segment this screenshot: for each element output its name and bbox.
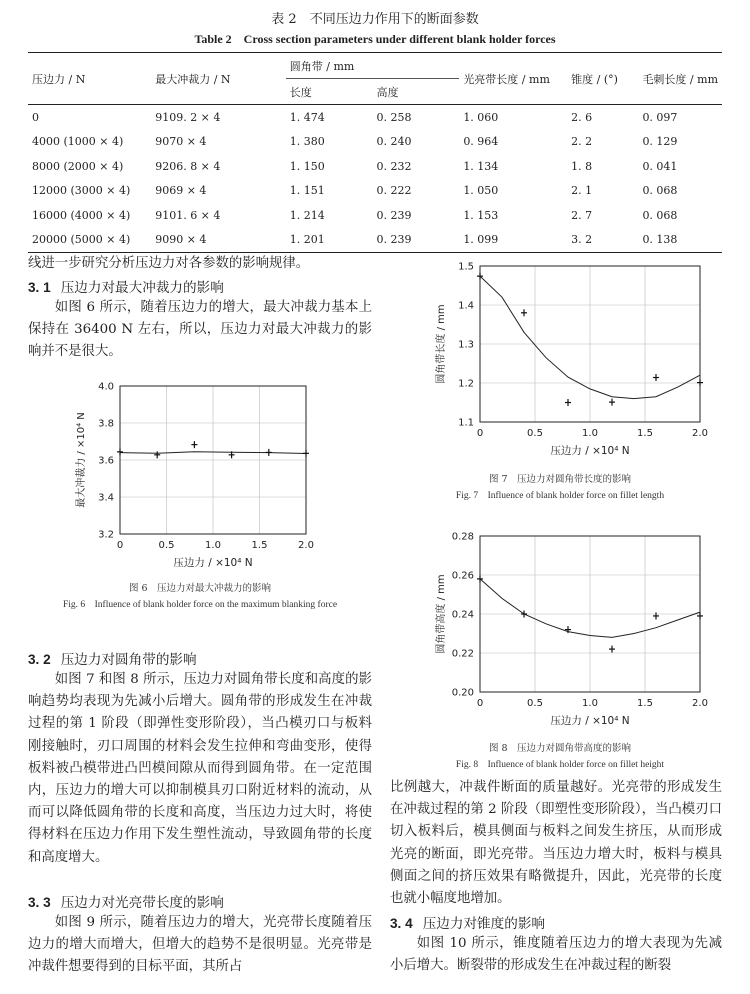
table-cell: 1. 151 bbox=[289, 184, 325, 198]
table-row bbox=[28, 154, 722, 179]
table-cell: 1. 201 bbox=[286, 228, 373, 253]
y-tick-label: 4.0 bbox=[98, 381, 114, 393]
table-cell: 0. 232 bbox=[376, 159, 412, 173]
header-taper: 锥度 / (°) bbox=[567, 53, 638, 105]
x-tick-label: 2.0 bbox=[692, 698, 708, 709]
table-cell: 0. 068 bbox=[642, 184, 678, 198]
x-tick-label: 0 bbox=[116, 540, 124, 551]
data-point bbox=[521, 611, 527, 618]
figure-8-caption-cn: 图 8 压边力对圆角带高度的影响 bbox=[488, 743, 632, 754]
header-max-force: 最大冲裁力 / N bbox=[151, 53, 286, 105]
table-cell: 2. 7 bbox=[571, 208, 593, 222]
x-axis-label: 压边力 / ×10⁴ N bbox=[550, 445, 630, 457]
y-tick-label: 1.2 bbox=[458, 378, 474, 390]
table-title-en: Table 2 Cross section parameters under different blank holder forces bbox=[194, 32, 556, 46]
data-point bbox=[653, 374, 659, 381]
header-burnish: 光亮带长度 / mm bbox=[459, 53, 567, 105]
figure-6-chart bbox=[76, 378, 320, 569]
table-cell: 2. 1 bbox=[571, 184, 593, 198]
y-axis-label: 圆角带高度 / mm bbox=[436, 574, 447, 654]
table-cell: 1. 134 bbox=[463, 159, 499, 173]
paragraph-intro: 线进一步研究分析压边力对各参数的影响规律。 bbox=[28, 256, 310, 271]
table-cell: 0. 097 bbox=[638, 105, 722, 130]
table-cell: 8000 (2000 × 4) bbox=[32, 159, 124, 173]
y-axis-label: 圆角带长度 / mm bbox=[436, 304, 447, 384]
y-tick-label: 0.28 bbox=[451, 531, 474, 543]
x-tick-label: 1.0 bbox=[205, 540, 221, 551]
figure-8-caption-en: Fig. 8 Influence of blank holder force on fillet height bbox=[455, 760, 665, 770]
y-tick-label: 3.6 bbox=[98, 455, 114, 467]
table-cell: 1. 8 bbox=[571, 159, 593, 173]
header-force: 压边力 / N bbox=[28, 53, 151, 105]
table-row bbox=[28, 179, 722, 204]
figure-7-caption-en: Fig. 7 Influence of blank holder force on fillet length bbox=[455, 491, 665, 501]
section-heading-3-1: 3. 1 压边力对最大冲裁力的影响 bbox=[28, 280, 224, 296]
x-tick-label: 0.5 bbox=[527, 698, 543, 709]
y-tick-label: 1.3 bbox=[458, 339, 474, 351]
paragraph-3-4: 如图 10 所示，锥度随着压边力的增大表现为先减小后增大。断裂带的形成发生在冲裁过程的断裂 bbox=[390, 936, 722, 974]
table-cell: 1. 214 bbox=[289, 208, 325, 222]
paragraph-3-1: 如图 6 所示，随着压边力的增大，最大冲裁力基本上保持在 36400 N 左右，所以，压边力对最大冲裁力的影响并不是很大。 bbox=[28, 300, 372, 360]
header-height: 高度 bbox=[373, 79, 460, 105]
x-tick-label: 1.0 bbox=[582, 428, 598, 439]
table-cell: 3. 2 bbox=[567, 228, 638, 253]
y-tick-label: 1.5 bbox=[458, 261, 474, 273]
paragraph-3-2: 如图 7 和图 8 所示，压边力对圆角带长度和高度的影响趋势均表现为先减小后增大。圆角带的形成发生在冲裁过程的第 1 阶段（即弹性变形阶段），当凸模刃口与板料刚接触时，刃口周围的材料会发生拉伸和弯曲变形，使得板料被凸模带进凸凹模间隙从而得到圆角带。在一定范围内，压边力的增大可以抑制模具刃口附近材料的流动，从而可以降低圆角带的长度和高度，当压边力过大时，将使得材料在压边力作用下发生塑性流动，导致圆角带的长度和高度增大。 bbox=[28, 672, 372, 865]
x-tick-label: 1.5 bbox=[637, 698, 653, 709]
x-tick-label: 1.0 bbox=[582, 698, 598, 709]
table-cell: 1. 050 bbox=[463, 184, 499, 198]
table-row bbox=[28, 105, 722, 130]
table-cell: 0. 964 bbox=[463, 135, 499, 149]
data-point bbox=[117, 448, 123, 455]
section-heading-3-2: 3. 2 压边力对圆角带的影响 bbox=[28, 652, 197, 668]
x-tick-label: 0 bbox=[476, 428, 484, 439]
table-cell: 0. 239 bbox=[373, 228, 460, 253]
data-point bbox=[565, 399, 571, 406]
table-cell: 0. 068 bbox=[642, 208, 678, 222]
table-cell: 0 bbox=[28, 105, 151, 130]
table-body bbox=[28, 105, 722, 253]
x-tick-label: 1.5 bbox=[637, 428, 653, 439]
table-cell: 0. 239 bbox=[376, 208, 412, 222]
y-tick-label: 3.4 bbox=[98, 492, 114, 504]
x-axis-label: 压边力 / ×10⁴ N bbox=[550, 715, 630, 727]
y-tick-label: 1.1 bbox=[458, 417, 474, 429]
x-tick-label: 0.5 bbox=[527, 428, 543, 439]
section-heading-3-4: 3. 4 压边力对锥度的影响 bbox=[390, 916, 546, 932]
data-point bbox=[266, 449, 272, 456]
figure-8-chart bbox=[418, 528, 718, 731]
table-cell: 9101. 6 × 4 bbox=[155, 208, 221, 222]
table-cell: 0. 041 bbox=[642, 159, 678, 173]
table-row bbox=[28, 203, 722, 228]
x-tick-label: 0.5 bbox=[158, 540, 175, 551]
header-fillet: 圆角带 / mm bbox=[286, 53, 460, 79]
data-point bbox=[609, 399, 615, 406]
y-tick-label: 0.22 bbox=[451, 648, 474, 660]
x-tick-label: 0 bbox=[476, 698, 484, 709]
data-point bbox=[697, 379, 703, 386]
header-length: 长度 bbox=[286, 79, 373, 105]
table-cell: 2. 6 bbox=[567, 105, 638, 130]
table-cell: 1. 380 bbox=[289, 135, 325, 149]
y-tick-label: 0.24 bbox=[451, 609, 474, 621]
paragraph-3-3: 如图 9 所示，随着压边力的增大，光亮带长度随着压边力的增大而增大，但增大的趋势不是很明显。光亮带是冲裁件想要得到的目标平面，其所占 bbox=[28, 915, 372, 975]
table-cell: 9109. 2 × 4 bbox=[151, 105, 286, 130]
table-cell: 0. 258 bbox=[373, 105, 460, 130]
table-cell: 12000 (3000 × 4) bbox=[32, 184, 131, 198]
y-axis-label: 最大冲裁力 / ×10⁴ N bbox=[76, 412, 87, 508]
figure-7-caption-cn: 图 7 压边力对圆角带长度的影响 bbox=[488, 474, 632, 485]
data-point bbox=[609, 646, 615, 653]
table-cell: 1. 474 bbox=[286, 105, 373, 130]
y-tick-label: 1.4 bbox=[458, 300, 474, 312]
table-cell: 9206. 8 × 4 bbox=[155, 159, 221, 173]
table-cell: 1. 150 bbox=[289, 159, 325, 173]
paragraph-3-3-continued: 比例越大，冲裁件断面的质量越好。光亮带的形成发生在冲裁过程的第 2 阶段（即塑性变形阶段），当凸模刃口切入板料后，模具侧面与板料之间发生挤压，从而形成光亮的断面，即光亮带。当压边力增大时，板料与模具侧面之间的挤压效果有略微提升，因此，光亮带的长度也就小幅度地增加。 bbox=[390, 780, 722, 907]
data-point bbox=[191, 441, 197, 448]
data-point bbox=[697, 612, 703, 619]
table-row bbox=[28, 130, 722, 155]
table-cell: 2. 2 bbox=[571, 135, 593, 149]
data-point bbox=[154, 451, 160, 458]
y-tick-label: 3.2 bbox=[98, 529, 114, 541]
table-cell: 1. 153 bbox=[463, 208, 499, 222]
data-point bbox=[653, 612, 659, 619]
y-tick-label: 3.8 bbox=[98, 418, 114, 430]
data-point bbox=[303, 450, 309, 457]
table-cell: 1. 099 bbox=[459, 228, 567, 253]
section-heading-3-3: 3. 3 压边力对光亮带长度的影响 bbox=[28, 895, 224, 911]
table-cell: 0. 138 bbox=[638, 228, 722, 253]
table-cell: 16000 (4000 × 4) bbox=[32, 208, 131, 222]
header-burr: 毛刺长度 / mm bbox=[638, 53, 722, 105]
y-tick-label: 0.26 bbox=[451, 570, 474, 582]
figure-6-caption-cn: 图 6 压边力对最大冲裁力的影响 bbox=[128, 583, 272, 594]
figure-7-chart bbox=[418, 258, 718, 463]
x-tick-label: 2.0 bbox=[298, 540, 314, 551]
figure-6-caption-en: Fig. 6 Influence of blank holder force on the maximum blanking force bbox=[62, 600, 338, 610]
table-cell: 0. 129 bbox=[642, 135, 678, 149]
table-row bbox=[28, 228, 722, 253]
table-cell: 1. 060 bbox=[459, 105, 567, 130]
table-cell: 4000 (1000 × 4) bbox=[32, 135, 124, 149]
table-title-cn: 表 2 不同压边力作用下的断面参数 bbox=[271, 12, 479, 27]
table-cell: 9069 × 4 bbox=[155, 184, 207, 198]
x-tick-label: 2.0 bbox=[692, 428, 708, 439]
data-point bbox=[521, 309, 527, 316]
table-cell: 0. 222 bbox=[376, 184, 412, 198]
y-tick-label: 0.20 bbox=[451, 687, 474, 699]
table-cell: 0. 240 bbox=[376, 135, 412, 149]
x-axis-label: 压边力 / ×10⁴ N bbox=[173, 557, 253, 569]
table-cell: 20000 (5000 × 4) bbox=[28, 228, 151, 253]
table-cell: 9090 × 4 bbox=[151, 228, 286, 253]
parameters-table bbox=[28, 52, 722, 253]
table-cell: 9070 × 4 bbox=[155, 135, 207, 149]
x-tick-label: 1.5 bbox=[251, 540, 268, 551]
